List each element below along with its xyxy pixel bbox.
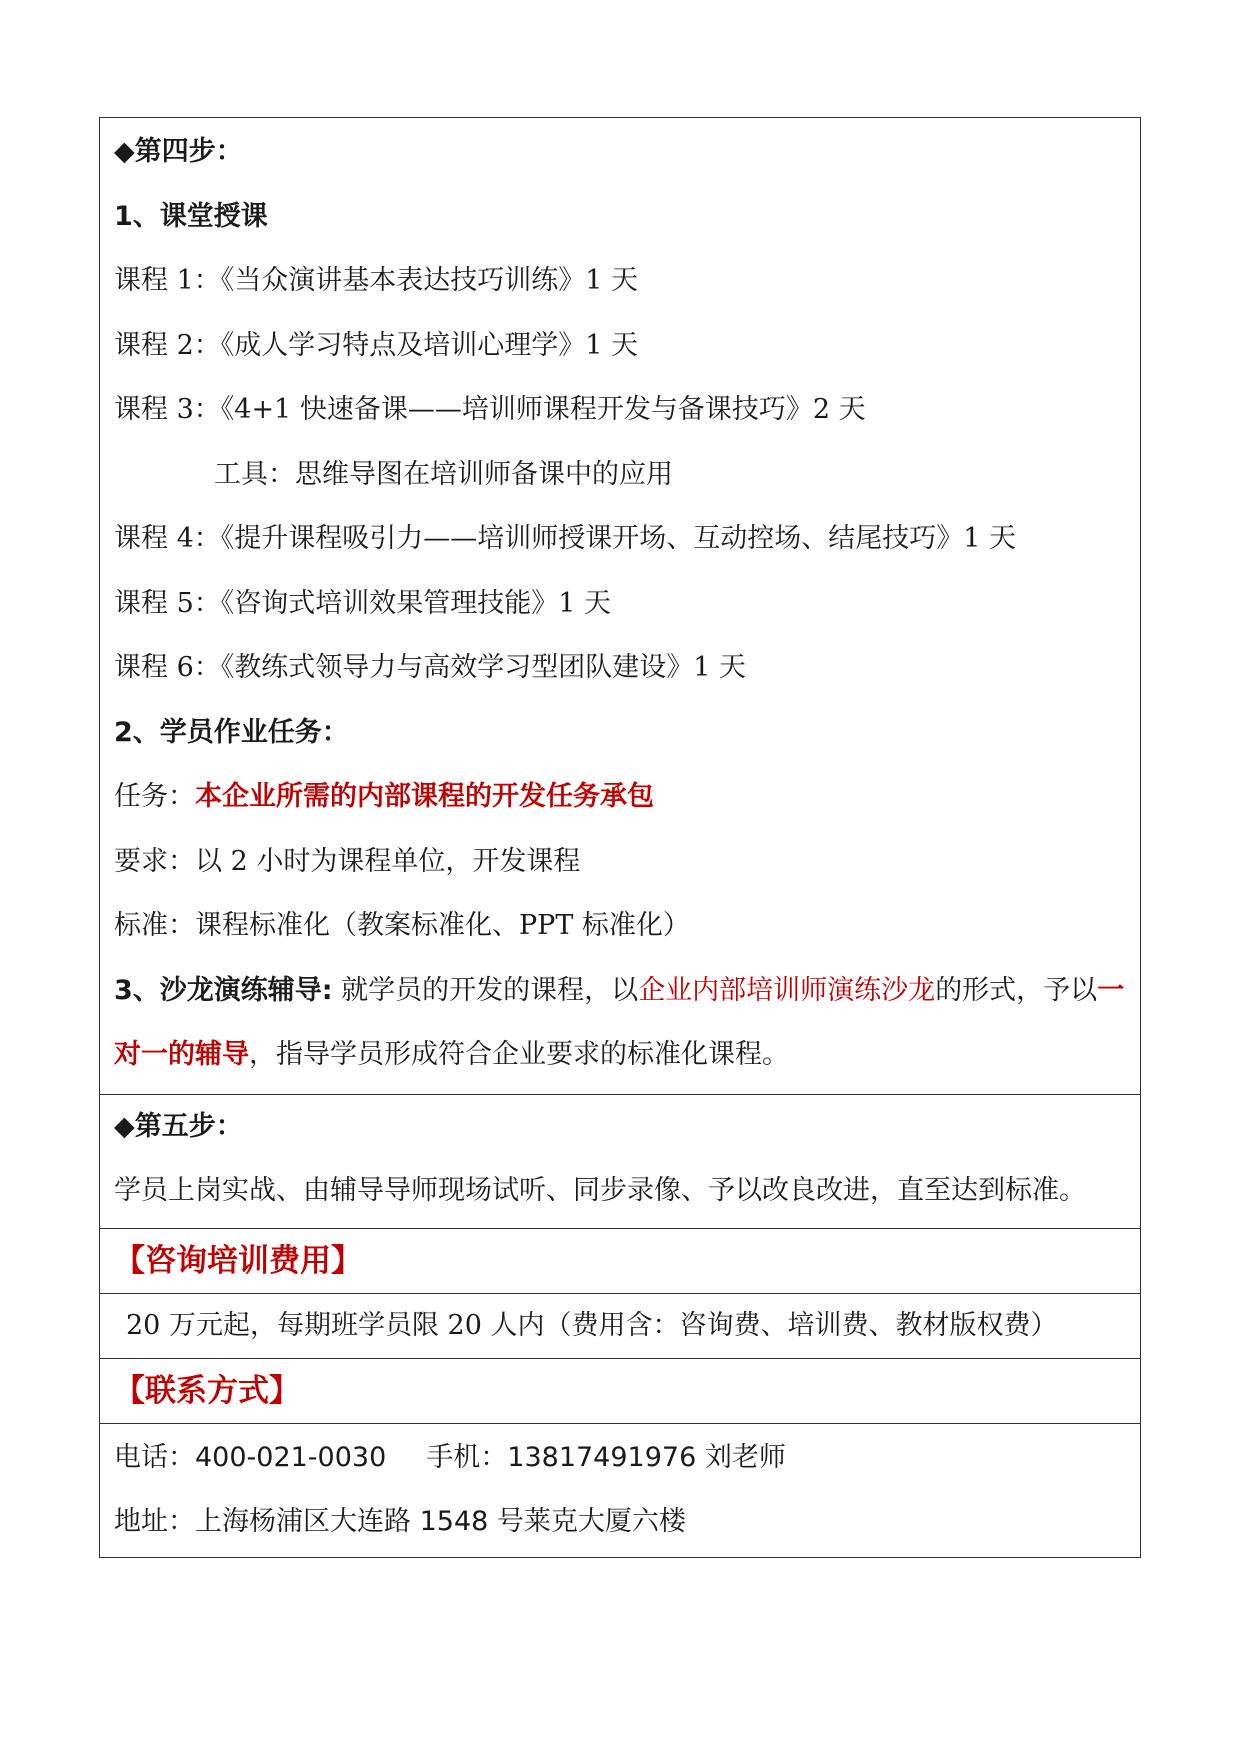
contact-title-cell: [100, 1359, 1140, 1424]
phone-label: 电话：: [114, 1441, 195, 1473]
section3-title: 3、沙龙演练辅导:: [114, 974, 333, 1006]
section1-title: 1、课堂授课: [114, 200, 268, 232]
step4-cell: [100, 118, 1140, 1095]
step5-cell: [100, 1095, 1140, 1229]
address-rest: 号莱克大厦六楼: [488, 1506, 686, 1537]
salon-paragraph: [114, 959, 1126, 1088]
step5-text: 学员上岗实战、由辅导导师现场试听、同步录像、予以改良改进，直至达到标准。: [114, 1175, 1086, 1206]
mobile-label: 手机：: [426, 1441, 508, 1473]
course-1: 课程 1：《当众演讲基本表达技巧训练》1 天: [114, 265, 639, 296]
phone-number: 400-021-0030: [195, 1441, 387, 1473]
document-table: [99, 117, 1141, 1558]
course-3-tool: 工具：思维导图在培训师备课中的应用: [214, 458, 673, 490]
address-label: 地址：上海杨浦区大连路: [114, 1506, 420, 1537]
mobile-contact-name: 刘老师: [696, 1441, 786, 1473]
course-4: 课程 4：《提升课程吸引力——培训师授课开场、互动控场、结尾技巧》1 天: [114, 523, 1017, 554]
salon-text-2: 的形式，予以: [935, 974, 1098, 1006]
task-label: 任务：: [114, 781, 195, 812]
task-value: 本企业所需的内部课程的开发任务承包: [195, 781, 654, 812]
phone-line: [114, 1426, 1126, 1491]
contact-title: 【联系方式】: [114, 1372, 300, 1409]
course-5: 课程 5：《咨询式培训效果管理技能》1 天: [114, 587, 612, 619]
salon-text-1: 就学员的开发的课程，以: [332, 974, 639, 1006]
address-line: [114, 1490, 1126, 1555]
requirement-line: 要求：以 2 小时为课程单位，开发课程: [114, 845, 581, 877]
step4-heading: ◆第四步：: [114, 136, 243, 167]
task-line: [114, 765, 1126, 830]
salon-highlight-1: 企业内部培训师演练沙龙: [638, 974, 936, 1006]
course-2: 课程 2：《成人学习特点及培训心理学》1 天: [114, 329, 639, 361]
fee-body-cell: [100, 1294, 1140, 1359]
standard-line: 标准：课程标准化（教案标准化、PPT 标准化）: [114, 910, 690, 941]
fee-text: 20 万元起，每期班学员限 20 人内（费用含：咨询费、培训费、教材版权费）: [126, 1309, 1058, 1341]
fee-title-cell: [100, 1229, 1140, 1294]
course-6: 课程 6：《教练式领导力与高效学习型团队建设》1 天: [114, 652, 747, 683]
salon-text-3: ，指导学员形成符合企业要求的标准化课程。: [249, 1039, 789, 1070]
mobile-number: 13817491976: [507, 1441, 697, 1473]
section2-title: 2、学员作业任务：: [114, 716, 349, 748]
contact-body-cell: [100, 1424, 1140, 1557]
address-number: 1548: [419, 1506, 489, 1537]
step5-heading: ◆第五步：: [114, 1110, 243, 1142]
fee-title: 【咨询培训费用】: [114, 1242, 362, 1279]
salon-highlight-2: 一对一的辅导: [114, 974, 1125, 1070]
course-3: 课程 3：《4+1 快速备课——培训师课程开发与备课技巧》2 天: [114, 394, 866, 425]
